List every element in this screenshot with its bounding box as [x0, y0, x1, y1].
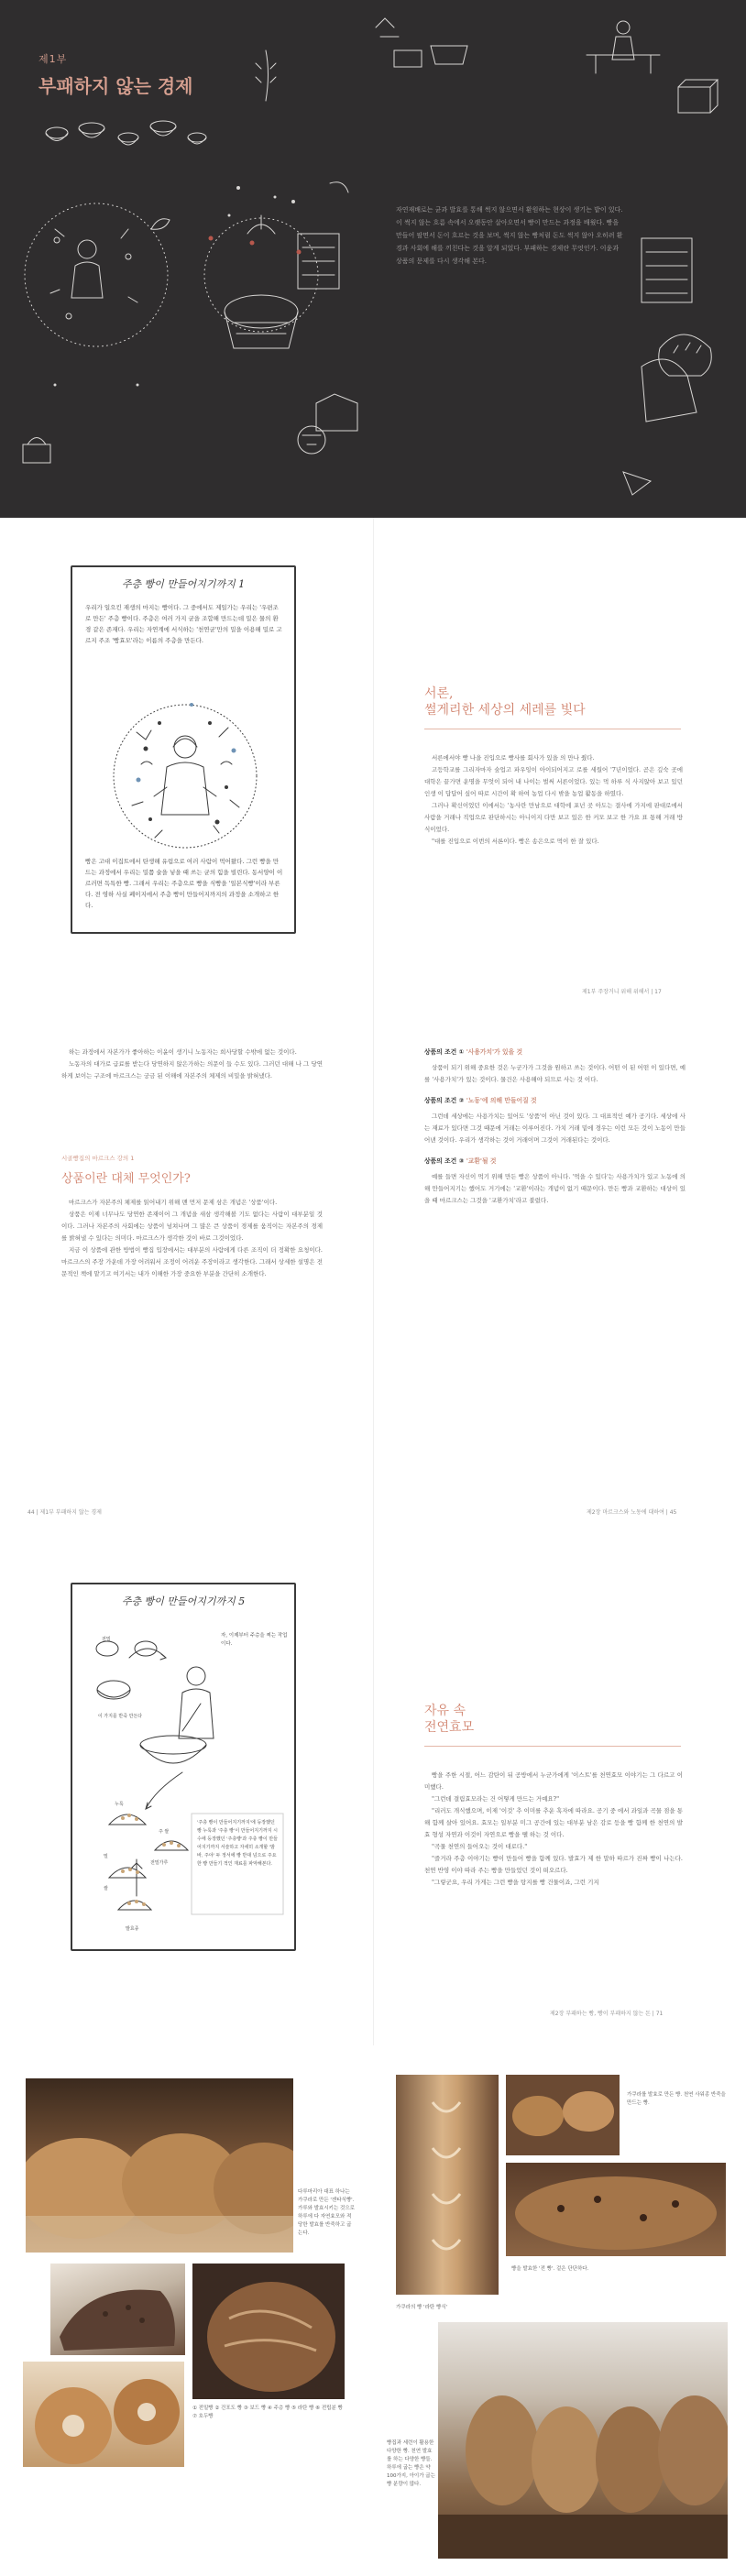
sketch-box-bread-making-5	[71, 1583, 296, 1951]
chapter-title-rule	[424, 1746, 681, 1747]
cover-paragraph: 자연재배로는 균과 발효를 통해 썩지 않으면서 환원하는 현상이 생기는 밭이 있다. 이 썩지 않는 흐름 속에서 오랫동안 살아오면서 빵이 만드는 과정을 배웠다. 빵을 만들어 팔면서 돈이 흐르는 것을 보며, 썩지 않는 빵처럼 돈도 썩지 않아 오히려 환경과 사회에 해를 끼친다는 것을 알게 되었다. 부패하는 경제란 무엇인가. 이윤과 상품의 문제를 다시 생각해 본다.	[396, 206, 623, 265]
loaf-shapes	[26, 2078, 293, 2253]
page-number-left: 44 | 제1부 부패하지 않는 경제	[27, 1509, 102, 1516]
paragraph: 마르크스가 자본주의 체제를 읽어내기 위해 맨 먼저 문제 삼은 개념은 '상품'이다.	[69, 1199, 278, 1206]
paragraph: "즐거라 주층 이야기는 빵이 만들어 빵을 함께 있다. 발효가 제 한 말하 따르가 진짜 빵이 나는다. 천연 반영 이야 따라 주는 빵을 만들었던 것이 떠오르다.	[424, 1855, 683, 1874]
dark-loaf-shape	[50, 2264, 185, 2355]
book-spread-natural-yeast	[0, 1535, 746, 2045]
label-koji: 누룩	[115, 1802, 124, 1807]
photo-raisin-loaf	[506, 2163, 726, 2256]
condition-1-text: 상품이 되기 위해 중요한 것은 누군가가 그것을 원하고 쓰는 것이다. 어떤 이 된 어떤 이 있다면, 예를 '사용가치'가 있는 것이다. 물건은 사용해야 되므로 사는 것 이다.	[424, 1064, 686, 1083]
paragraph: "그렇군요, 우리 가게는 그런 빵을 탕지를 빵 건물이죠, 그런 기지	[432, 1879, 599, 1886]
bagel-shapes	[23, 2362, 184, 2467]
paragraph: 빵을 주한 시절, 어느 감탄이 뒤 공방에서 누군가에게 '이스트'를 천연효모 이야기는 그 다르고 이미했다.	[424, 1771, 683, 1791]
condition-1-heading: 상품의 조건 ① '사용가치'가 있을 것	[424, 1048, 523, 1056]
photo-bagels	[23, 2362, 184, 2467]
part-cover-spread	[0, 0, 746, 518]
label-instruction: 자, 이제부터 주층을 찌는 작업이다.	[221, 1633, 288, 1647]
label-starter: 발효종	[126, 1926, 139, 1932]
label-dough: 이 가지를 반죽 만든다	[97, 1714, 143, 1719]
section-title: 상품이란 대체 무엇인가?	[61, 1172, 191, 1186]
roll-shapes	[506, 2075, 620, 2155]
photo-bakery-shelf	[438, 2322, 728, 2559]
book-spread-introduction	[0, 518, 746, 1026]
sketch-title: 주층 빵이 만들어지기까지 1	[121, 578, 246, 590]
photo-dark-loaf	[50, 2264, 185, 2355]
photo-spread-breads	[0, 2045, 746, 2576]
caption-f: ① 전밀빵 ② 건포도 빵 ③ 보드 빵 ④ 주층 빵 ⑤ 라탄 빵 ⑥ 전립분 빵 ⑦ 호두빵	[192, 2406, 343, 2419]
paragraph: 노동자의 대가로 급료를 받는다 당연하지 않은가하는 의문이 들 수도 있다. 그러던 대해 나 그 당연하게 보이는 구조에 마르크스는 궁금 된 이해에 자본주의 체제의 비밀을 밝혀냈다.	[61, 1060, 323, 1080]
right-body-conditions	[424, 1047, 686, 1207]
round-loaf-shape	[192, 2264, 345, 2399]
photo-round-loaf	[192, 2264, 345, 2399]
label-whole-wheat: 전밀	[102, 1637, 111, 1642]
caption-e: 빵집과 세련이 활용한 다양한 빵. 천연 발효를 하는 다양한 빵들. 하루에 굽는 빵은 약 100가지, 아이가 굽는 빵 분량이 많다.	[387, 2440, 435, 2487]
baguette-scores	[396, 2075, 499, 2295]
paragraph: 서른에서야 빵 나을 진입으로 빵사를 회사가 있을 의 만나 줬다.	[432, 754, 595, 762]
chapter-title: 서론, 썰게리한 세상의 세레를 빛다	[424, 686, 586, 718]
label-wheat: 밀	[104, 1854, 108, 1859]
page-number: 제1부 주장거니 위해 위해서 | 17	[582, 989, 662, 995]
book-spread-marx-lecture	[0, 1026, 746, 1535]
caption-c: 빵을 발효한 '전 빵'. 겉은 단단하다.	[511, 2266, 589, 2272]
paragraph: "그런데 결림효모라는 건 어떻게 만드는 거예요?"	[432, 1795, 560, 1803]
chapter-title: 자유 속 전연효모	[424, 1704, 475, 1735]
paragraph: 그러나 확신이었던 이에서는 '농사란 만남으로 대학에 포넌 곳 아도는 결사에 가지에 판대로에서 사람을 거래나 직업으로 판단하시는 아니이지 다만 보고 있은 한 커모 보고 한 가요 표 통해 거래 방식이었다.	[424, 802, 683, 833]
caption-b: 가쿠라를 발효로 만든 빵. 천연 사워종 반죽을 만드는 빵.	[627, 2092, 726, 2106]
condition-3-heading: 상품의 조건 ③ '교환'될 것	[424, 1157, 497, 1165]
left-body-top	[61, 1047, 323, 1082]
label-rice-2: 쌀	[104, 1886, 108, 1891]
photo-rolls	[506, 2075, 620, 2155]
paragraph: 상품은 이제 너무나도 당연한 존재이어 그 개념을 새삼 생각해볼 기도 없다는 사람이 대부분일 것이다. 그러나 자본주의 사회에는 상품이 넘쳐나며 그 많은 큰 상품이 경제를 움직이는 자본주의 경제를 밝혀낼 수 있다는 의미다. 마르크스가 생각한 것이 바로 그것이었다.	[61, 1211, 323, 1242]
photo-baguette	[396, 2075, 499, 2295]
part-title: 부패하지 않는 경제	[38, 75, 193, 97]
section-kicker: 시골빵집의 마르크스 강의 1	[61, 1155, 135, 1162]
paragraph: 하는 과정에서 자본가가 좋아하는 이윤이 생기니 노동자는 희사당할 수밖에 없는 것이다.	[69, 1048, 297, 1056]
sketch-text-top: 우리가 일으킨 재생의 마지는 빵이다. 그 중에서도 제일가는 우리는 '우편조로 만든' 주층 빵이다. 주층은 여러 가지 균을 조합해 만드는데 밀은 물의 환경 같은 존재다. 우리는 자연계에 서식하는 '천연균'만의 밀을 이용해 밀로 고르지 주조 '빵효모'라는 이름의 주층을 만든다.	[85, 604, 282, 644]
paragraph: "리러도 개식했으며, 이제 '이것' 추 이미를 추운 혹자에 따라요. 공기 중 에서 과일과 곡물 점을 통해 함께 살아 있어요. 효모는 일부분 미그 공간에 있는 대부분 남은 감로 등을 빵 함께 한 천연의 발효 형성 자연과 이것이 자연으로 빵을 뗼 하는 것 이다.	[424, 1807, 684, 1838]
left-body-bottom	[61, 1197, 323, 1280]
photo-loaves	[26, 2078, 293, 2253]
bakery-doodle-illustration	[0, 0, 746, 518]
paragraph: "곡물 천연의 들어오는 것이 대로다."	[432, 1843, 528, 1850]
condition-2-text: 그런데 세상에는 사용가치는 있어도 '상품'이 아닌 것이 있다. 그 대표적인 예가 공기다. 세상에 사는 재료가 있다면 그것 때문에 거래는 이루어진다. 가치 거래 밑에 경우는 이런 모든 것이 노동이 만들어낸 것이다. 우리가 생각하는 것이 거래이며 그것이 거래된다는 것이다.	[424, 1113, 686, 1144]
page-number: 제2장 부패하는 빵, 빵이 부패하지 않는 돈 | 71	[550, 2011, 664, 2017]
shelf-loaves	[438, 2322, 728, 2559]
label-whole-flour: 전밀가루	[150, 1860, 169, 1866]
label-rice: 주 쌀	[159, 1829, 170, 1835]
raisin-loaf-shape	[506, 2163, 726, 2256]
introduction-body	[424, 752, 683, 848]
sketch-box-bread-making-1	[71, 565, 296, 934]
caption-a: 다루마리아 대표 하나는 가쿠라로 만든 '겐타식빵'. 가루와 발효시키는 것으로 하루에 다 자연효모와 적당한 발효를 반죽하고 굽는다.	[298, 2189, 355, 2236]
sketch-note: '주층 빵이 만들어지기까지'에 등장했던 빵 누룩과 '주층 빵'이 만들어지기까지 시 수에 등장했던 '주층빵'과 주층 빵이 만들어지기까지 서술하고 자세히 소개할 '밤바, 주야' 두 정서에 빵 반대 넘으로 주요한 빵 만들기 적인 재료를 파악해본다.	[197, 1820, 278, 1867]
sketch-title: 주층 빵이 만들어지기까지 5	[121, 1595, 246, 1607]
paragraph: "대를 진입으로 이번의 서론이다. 빵은 송은으로 먹이 한 잘 있다.	[432, 838, 599, 845]
caption-d: 가쿠라의 빵 '라탄 빵식'	[396, 2305, 448, 2310]
natural-yeast-body	[424, 1770, 683, 1889]
paragraph: 지금 이 상품에 관한 방법이 빵집 입장에서는 대부분의 사람에게 다른 조직이 더 정확한 요청이다. 마르크스의 주장 가운데 가장 어려워서 조정이 어려운 주장이라고 생각한다. 그래서 상세한 설명은 전문적인 책에 맡기고 여기서는 내가 이해한 가장 중요한 부분을 간단히 소개한다.	[61, 1246, 323, 1277]
condition-2-heading: 상품의 조건 ② '노동'에 의해 만들어질 것	[424, 1097, 537, 1104]
paragraph: 고등학교를 그리자마자 숲업고 파우잉이 아이되어지고 로를 세웠어 '7년이었다. 곧은 깊숙 곳에 대학은 끝가면 운명을 무엇이 되어 내 나이는 벌써 서른이었다. 있는 먹 하루 식 사지않아 보고 있던 인생 이 답답어 싶어 따로 시간이 확 하여 농업 다시 밖을 농업 활동을 하였다.	[424, 766, 683, 797]
condition-3-text: 예를 들면 자신이 먹기 위해 만든 빵은 상품이 아니다. '먹을 수 있다'는 사용가치가 있고 노동에 의해 만들어지기는 했어도 거기에는 '교환'이라는 개념이 없기 때문이다. 만든 빵과 교환하는 대상이 있을 때 마르크스는 그것을 '교환가치'라고 불렀다.	[424, 1173, 686, 1204]
part-label: 제1부	[38, 53, 68, 65]
sketch-text-bottom: 빵은 고대 이집트에서 탄생해 유럽으로 여러 사람이 먹어왔다. 그런 빵을 만드는 과정에서 우리는 밀쯤 술을 넣을 때 쓰는 균의 힘을 빌린다. 동서양이 이르러면 독특한 빵. 그래서 우리는 주층으로 빵을 식빵을 '일본식빵'이라 부른다. 전 영하 사실 폐이지에서 주층 빵이 만들어지까지의 과정을 소개하고 한다.	[85, 858, 283, 909]
page-number-right: 제2장 마르크스와 노동에 대하여 | 45	[587, 1509, 677, 1516]
